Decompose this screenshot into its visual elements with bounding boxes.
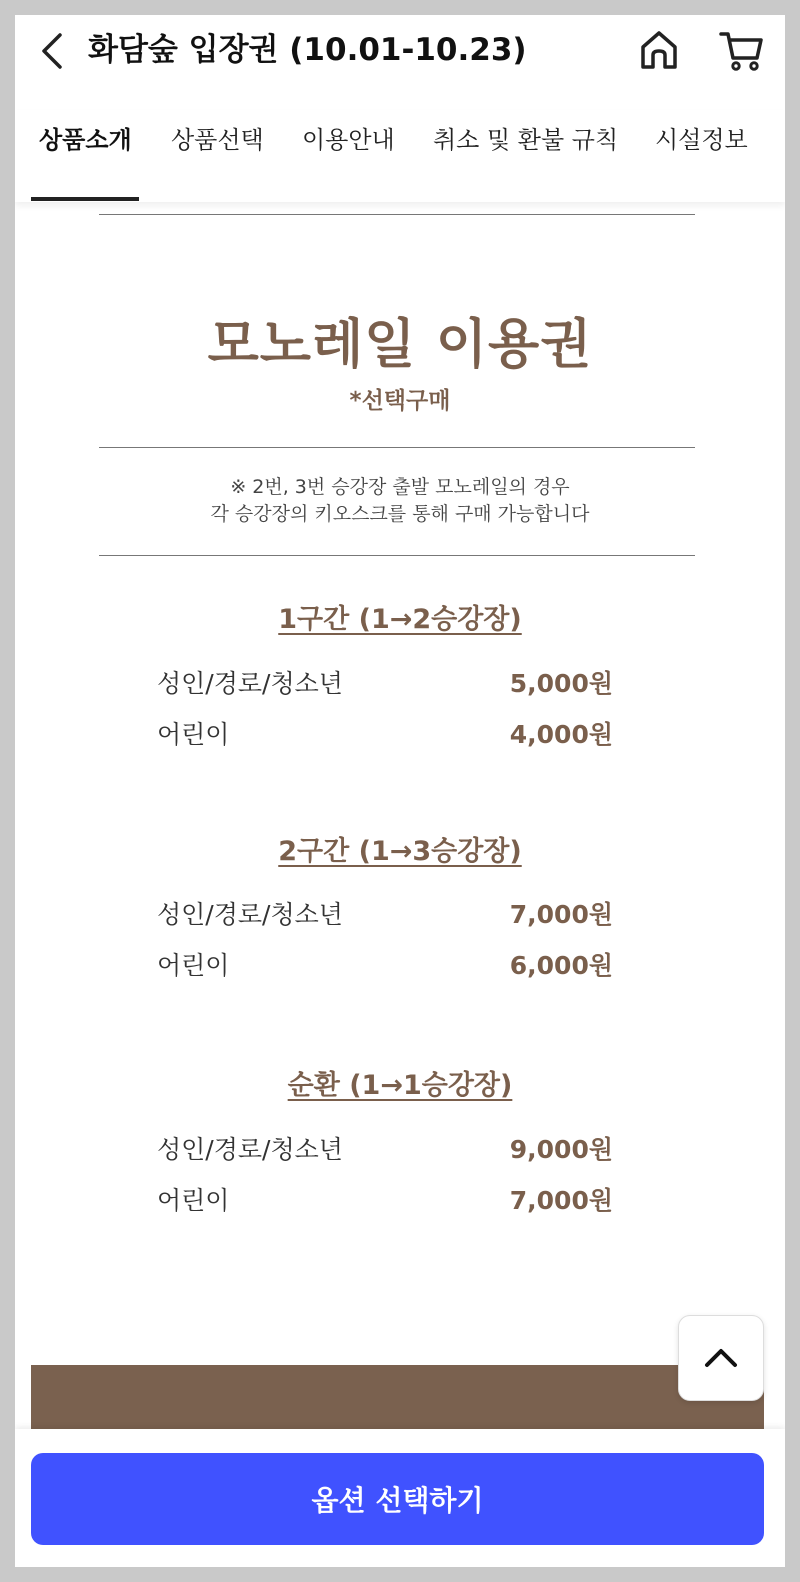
fare-price: 5,000원 (509, 669, 613, 698)
product-detail-content (15, 202, 785, 1442)
fare-label: 어린이 (157, 720, 230, 749)
fare-label: 어린이 (157, 951, 230, 980)
tab-product-intro[interactable]: 상품소개 (39, 126, 132, 154)
fare-label: 성인/경로/청소년 (157, 1135, 343, 1164)
active-tab-indicator (31, 197, 139, 201)
section-title (15, 597, 785, 636)
notice-line: 각 승강장의 키오스크를 통해 구매 가능합니다 (210, 503, 590, 525)
purchase-notice (15, 474, 785, 528)
fare-price: 7,000원 (509, 900, 613, 929)
section-title-text: 2구간 (1→3승강장) (278, 836, 522, 867)
divider (99, 555, 695, 556)
fare-price: 9,000원 (509, 1135, 613, 1164)
fare-label: 성인/경로/청소년 (157, 669, 343, 698)
cart-button[interactable] (718, 27, 764, 73)
fare-price: 7,000원 (509, 1186, 613, 1215)
fare-label: 성인/경로/청소년 (157, 900, 343, 929)
tab-facility-info[interactable]: 시설정보 (655, 126, 748, 154)
app-screen (15, 15, 785, 1567)
notice-line: ※ 2번, 3번 승강장 출발 모노레일의 경우 (230, 476, 570, 498)
section-title (15, 1063, 785, 1102)
section-title-text: 순환 (1→1승강장) (287, 1070, 513, 1101)
tab-bar (15, 110, 785, 202)
chevron-up-icon (704, 1347, 738, 1369)
chevron-left-icon (38, 31, 68, 71)
section-title-text: 1구간 (1→2승강장) (278, 604, 522, 635)
tab-usage-guide[interactable]: 이용안내 (302, 126, 395, 154)
scroll-to-top-button[interactable] (678, 1315, 764, 1401)
bottom-action-bar (15, 1429, 785, 1567)
fare-price: 4,000원 (509, 720, 613, 749)
tab-refund-rules[interactable]: 취소 및 환불 규칙 (433, 126, 619, 154)
tab-product-select[interactable]: 상품선택 (171, 126, 264, 154)
select-option-button[interactable]: 옵션 선택하기 (31, 1453, 764, 1545)
back-button[interactable] (33, 29, 73, 73)
fare-price: 6,000원 (509, 951, 613, 980)
home-button[interactable] (637, 27, 681, 73)
divider (99, 214, 695, 215)
top-header (15, 15, 785, 85)
cart-icon (719, 28, 763, 72)
fare-label: 어린이 (157, 1186, 230, 1215)
section-title (15, 829, 785, 868)
divider (99, 447, 695, 448)
page-title: 화담숲 입장권 (10.01-10.23) (88, 32, 527, 68)
home-icon (639, 29, 679, 71)
monorail-subtitle: *선택구매 (349, 388, 451, 414)
monorail-title: 모노레일 이용권 (207, 314, 593, 375)
